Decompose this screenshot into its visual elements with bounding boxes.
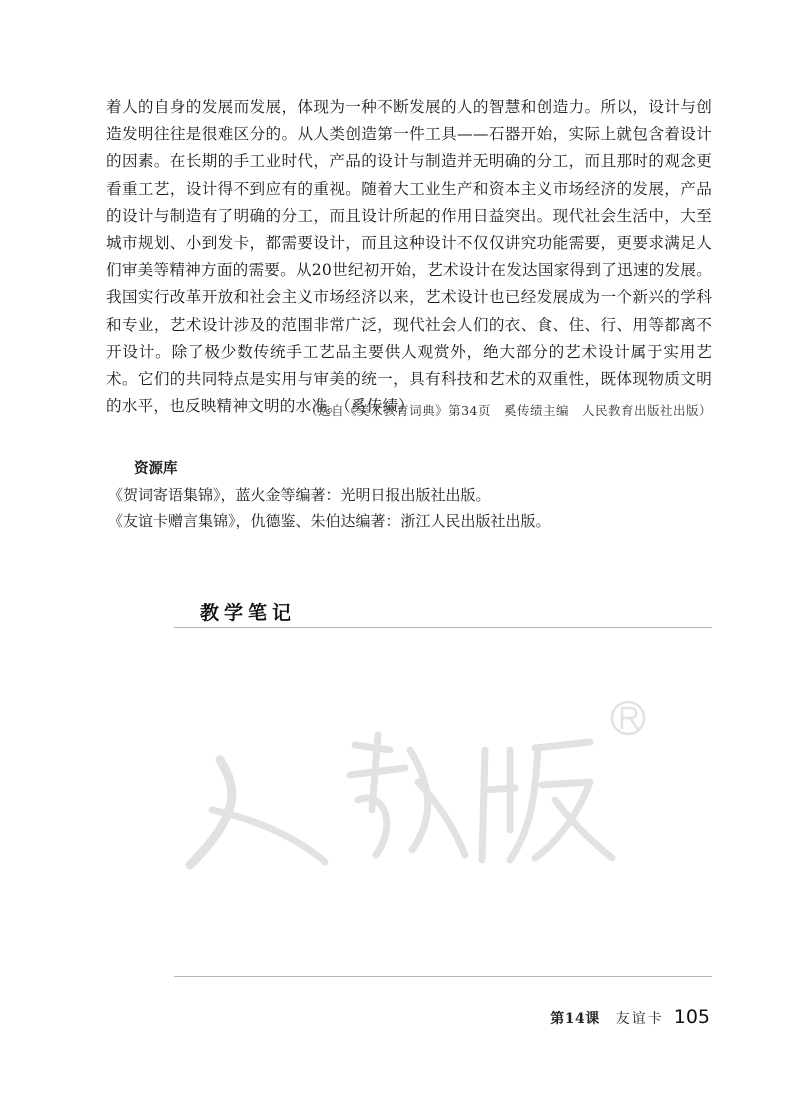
lesson-label: 第14课 xyxy=(550,1011,600,1027)
lesson-title: 友谊卡 xyxy=(615,1011,664,1027)
teaching-notes-heading: 教学笔记 xyxy=(200,602,297,624)
publisher-watermark xyxy=(150,690,650,880)
resource-item: 《贺词寄语集锦》，蓝火金等编著：光明日报出版社出版。 xyxy=(108,486,491,504)
page-number: 105 xyxy=(673,1006,710,1028)
body-text xyxy=(106,94,712,420)
citation: （选自《美术教育词典》第34页 奚传绩主编 人民教育出版社出版） xyxy=(305,403,712,418)
body-paragraph: 着人的自身的发展而发展，体现为一种不断发展的人的智慧和创造力。所以，设计与创造发明往往是很难区分的。从人类创造第一件工具——石器开始，实际上就包含着设计的因素。在长期的手工业时代，产品的设计与制造并无明确的分工，而且那时的观念更看重工艺，设计得不到应有的重视。随着大工业生产和资本主义市场经济的发展，产品的设计与制造有了明确的分工，而且设计所起的作用日益突出。现代社会生活中，大至城市规划、小到发卡，都需要设计，而且这种设计不仅仅讲究功能需要，更要求满足人们审美等精神方面的需要。从20世纪初开始，艺术设计在发达国家得到了迅速的发展。我国实行改革开放和社会主义市场经济以来，艺术设计也已经发展成为一个新兴的学科和专业，艺术设计涉及的范围非常广泛，现代社会人们的衣、食、住、行、用等都离不开设计。除了极少数传统手工艺品主要供人观赏外，绝大部分的艺术设计属于实用艺术。它们的共同特点是实用与审美的统一，具有科技和艺术的双重性，既体现物质文明的水平，也反映精神文明的水准。（奚传绩） xyxy=(106,98,712,416)
notes-bottom-rule xyxy=(174,976,712,977)
resource-item: 《友谊卡赠言集锦》，仇德鉴、朱伯达编著：浙江人民出版社出版。 xyxy=(108,512,551,530)
resource-section xyxy=(108,456,708,534)
resource-heading: 资源库 xyxy=(134,461,178,477)
notes-top-rule xyxy=(174,627,712,628)
page-footer xyxy=(550,1006,710,1028)
